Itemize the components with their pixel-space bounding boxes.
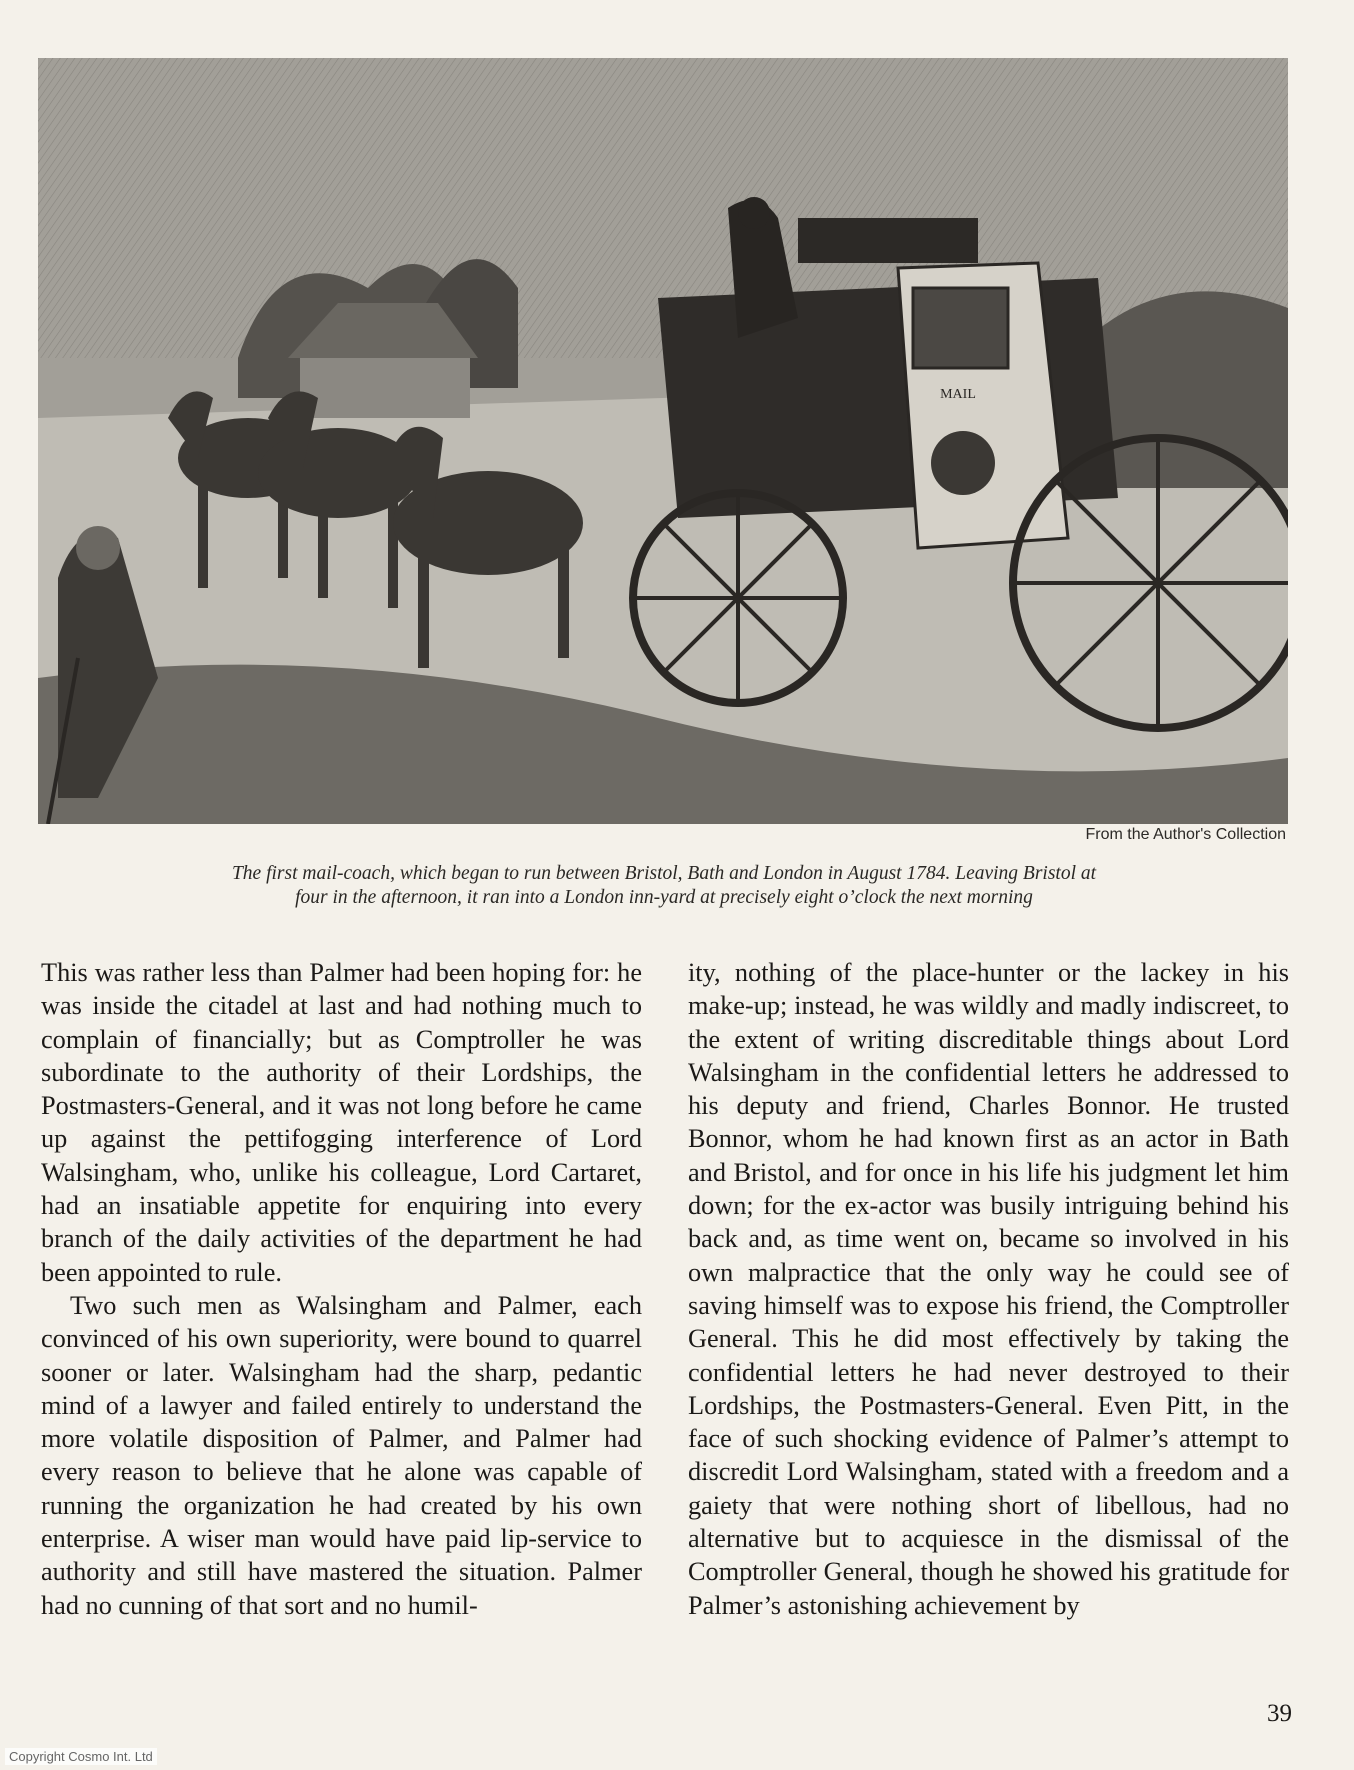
article-column-right (688, 956, 1289, 1622)
paragraph: ity, nothing of the place-hunter or the lackey in his make-up; instead, he was wildly and madly indiscreet, to the extent of writing discreditable things about Lord Walsingham in the confidential letters he addressed to his deputy and friend, Charles Bonnor. He trusted Bonnor, whom he had known first as an actor in Bath and Bristol, and for once in his life his judgment let him down; for the ex-actor was busily intriguing behind his back and, as time went on, became so involved in his own malpractice that the only way he could see of saving himself was to expose his friend, the Comptroller General. This he did most effectively by taking the confidential letters he had never destroyed to their Lordships, the Postmasters-General. Even Pitt, in the face of such shocking evidence of Palmer’s attempt to discredit Lord Walsingham, stated with a freedom and a gaiety that were nothing short of libellous, had no alternative but to acquiesce in the dismissal of the Comptroller General, though he showed his gratitude for Palmer’s astonishing achievement by (688, 958, 1289, 1620)
figure-caption (104, 862, 1224, 910)
copyright-watermark: Copyright Cosmo Int. Ltd (5, 1748, 157, 1765)
paragraph: This was rather less than Palmer had been hoping for: he was inside the citadel at last and had nothing much to complain of financially; but as Comptroller he was subordinate to the authority of their Lordships, the Postmasters-General, and it was not long before he came up against the pettifogging interference of Lord Walsingham, who, unlike his colleague, Lord Cartaret, had an insatiable appetite for enquiring into every branch of the daily activities of the department he had been appointed to rule. (41, 958, 642, 1287)
photo-credit: From the Author's Collection (1085, 826, 1286, 843)
article-column-left (41, 956, 642, 1622)
caption-line-1: The first mail-coach, which began to run between Bristol, Bath and London in August 1784. Leaving Bristol at (231, 863, 1097, 884)
mail-coach-illustration (38, 58, 1288, 824)
engraving (38, 58, 1288, 824)
page-number: 39 (1267, 1700, 1292, 1727)
caption-line-2: four in the afternoon, it ran into a London inn-yard at precisely eight o’clock the next morning (295, 887, 1033, 908)
paragraph: Two such men as Walsingham and Palmer, each convinced of his own superiority, were bound to quarrel sooner or later. Walsingham had the sharp, pedantic mind of a lawyer and failed entirely to understand the more volatile disposition of Palmer, and Palmer had every reason to believe that he alone was capable of running the organization he had created by his own enterprise. A wiser man would have paid lip-service to authority and still have mastered the situation. Palmer had no cunning of that sort and no humil- (41, 1290, 642, 1620)
coach-panel-lettering: MAIL (940, 387, 976, 402)
